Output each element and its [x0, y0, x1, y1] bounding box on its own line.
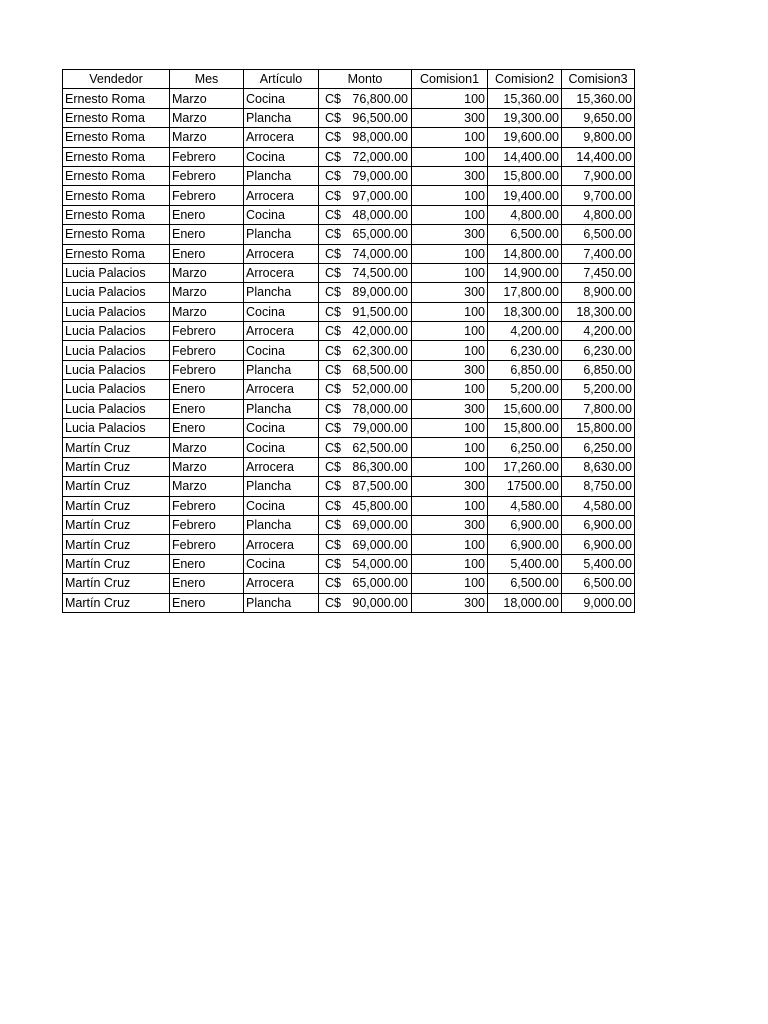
table-row — [63, 322, 635, 341]
cell-comision1: 100 — [412, 302, 488, 321]
cell-comision3: 6,850.00 — [562, 360, 635, 379]
cell-comision3: 9,650.00 — [562, 108, 635, 127]
cell-comision3: 4,800.00 — [562, 205, 635, 224]
cell-comision1: 100 — [412, 419, 488, 438]
amount-value: 54,000.00 — [352, 556, 408, 571]
currency-symbol: C$ — [325, 169, 341, 184]
cell-comision1: 100 — [412, 244, 488, 263]
cell-monto — [319, 496, 412, 515]
cell-mes: Febrero — [170, 186, 244, 205]
cell-monto — [319, 263, 412, 282]
cell-articulo: Arrocera — [244, 457, 319, 476]
cell-comision1: 100 — [412, 89, 488, 108]
cell-comision2: 17500.00 — [488, 477, 562, 496]
cell-articulo: Plancha — [244, 108, 319, 127]
table-row — [63, 574, 635, 593]
cell-monto — [319, 244, 412, 263]
cell-articulo: Plancha — [244, 515, 319, 534]
cell-comision3: 6,900.00 — [562, 515, 635, 534]
cell-comision2: 6,250.00 — [488, 438, 562, 457]
cell-mes: Febrero — [170, 166, 244, 185]
cell-comision1: 300 — [412, 477, 488, 496]
cell-comision1: 100 — [412, 186, 488, 205]
cell-comision3: 4,580.00 — [562, 496, 635, 515]
cell-comision2: 6,900.00 — [488, 515, 562, 534]
cell-comision1: 300 — [412, 225, 488, 244]
cell-monto — [319, 89, 412, 108]
cell-comision2: 18,000.00 — [488, 593, 562, 612]
cell-vendedor: Lucia Palacios — [63, 419, 170, 438]
cell-monto — [319, 438, 412, 457]
cell-comision3: 8,900.00 — [562, 283, 635, 302]
cell-vendedor: Ernesto Roma — [63, 186, 170, 205]
cell-comision3: 14,400.00 — [562, 147, 635, 166]
cell-monto — [319, 457, 412, 476]
cell-comision1: 100 — [412, 535, 488, 554]
amount-value: 76,800.00 — [352, 91, 408, 106]
cell-mes: Enero — [170, 380, 244, 399]
currency-symbol: C$ — [325, 266, 341, 281]
cell-comision1: 300 — [412, 166, 488, 185]
currency-symbol: C$ — [325, 460, 341, 474]
amount-value: 86,300.00 — [352, 460, 408, 474]
header-vendedor: Vendedor — [63, 70, 170, 89]
cell-comision3: 9,800.00 — [562, 128, 635, 147]
currency-symbol: C$ — [325, 207, 341, 222]
cell-articulo: Cocina — [244, 554, 319, 573]
table-row — [63, 438, 635, 457]
table-row — [63, 515, 635, 534]
cell-monto — [319, 283, 412, 302]
cell-vendedor: Ernesto Roma — [63, 166, 170, 185]
cell-articulo: Arrocera — [244, 535, 319, 554]
cell-vendedor: Lucia Palacios — [63, 399, 170, 418]
currency-symbol: C$ — [325, 556, 341, 571]
currency-symbol: C$ — [325, 188, 341, 203]
spreadsheet — [62, 69, 635, 613]
cell-mes: Enero — [170, 205, 244, 224]
cell-comision2: 19,300.00 — [488, 108, 562, 127]
cell-mes: Febrero — [170, 360, 244, 379]
currency-symbol: C$ — [325, 91, 341, 106]
table-row — [63, 593, 635, 612]
amount-value: 68,500.00 — [352, 363, 408, 378]
cell-vendedor: Martín Cruz — [63, 438, 170, 457]
amount-value: 90,000.00 — [352, 595, 408, 610]
cell-mes: Febrero — [170, 341, 244, 360]
cell-monto — [319, 477, 412, 496]
table-row — [63, 166, 635, 185]
cell-monto — [319, 380, 412, 399]
amount-value: 97,000.00 — [352, 188, 408, 203]
cell-articulo: Plancha — [244, 593, 319, 612]
cell-articulo: Cocina — [244, 205, 319, 224]
cell-comision1: 100 — [412, 438, 488, 457]
table-row — [63, 302, 635, 321]
cell-comision2: 18,300.00 — [488, 302, 562, 321]
cell-monto — [319, 225, 412, 244]
table-row — [63, 535, 635, 554]
cell-comision1: 300 — [412, 283, 488, 302]
cell-articulo: Plancha — [244, 283, 319, 302]
cell-mes: Febrero — [170, 147, 244, 166]
cell-comision1: 100 — [412, 128, 488, 147]
amount-value: 79,000.00 — [352, 169, 408, 184]
cell-mes: Marzo — [170, 263, 244, 282]
cell-vendedor: Martín Cruz — [63, 457, 170, 476]
amount-value: 87,500.00 — [352, 479, 408, 494]
cell-mes: Enero — [170, 419, 244, 438]
cell-comision1: 100 — [412, 380, 488, 399]
cell-articulo: Arrocera — [244, 380, 319, 399]
cell-comision2: 19,600.00 — [488, 128, 562, 147]
cell-comision1: 300 — [412, 515, 488, 534]
table-row — [63, 283, 635, 302]
cell-comision2: 14,800.00 — [488, 244, 562, 263]
cell-comision2: 4,800.00 — [488, 205, 562, 224]
cell-vendedor: Martín Cruz — [63, 574, 170, 593]
cell-monto — [319, 341, 412, 360]
cell-comision3: 9,000.00 — [562, 593, 635, 612]
cell-comision3: 18,300.00 — [562, 302, 635, 321]
cell-articulo: Plancha — [244, 225, 319, 244]
table-row — [63, 205, 635, 224]
table-row — [63, 457, 635, 476]
cell-vendedor: Martín Cruz — [63, 554, 170, 573]
cell-comision2: 19,400.00 — [488, 186, 562, 205]
cell-comision2: 17,800.00 — [488, 283, 562, 302]
cell-comision1: 100 — [412, 263, 488, 282]
amount-value: 62,500.00 — [352, 440, 408, 455]
cell-vendedor: Martín Cruz — [63, 593, 170, 612]
cell-monto — [319, 574, 412, 593]
cell-mes: Marzo — [170, 283, 244, 302]
cell-monto — [319, 186, 412, 205]
cell-comision2: 6,850.00 — [488, 360, 562, 379]
cell-comision3: 8,630.00 — [562, 457, 635, 476]
table-row — [63, 186, 635, 205]
cell-articulo: Arrocera — [244, 128, 319, 147]
table-row — [63, 128, 635, 147]
amount-value: 79,000.00 — [352, 421, 408, 436]
table-row — [63, 341, 635, 360]
cell-mes: Enero — [170, 574, 244, 593]
cell-vendedor: Martín Cruz — [63, 496, 170, 515]
cell-mes: Marzo — [170, 438, 244, 457]
currency-symbol: C$ — [325, 401, 341, 416]
cell-monto — [319, 128, 412, 147]
header-comision3: Comision3 — [562, 70, 635, 89]
amount-value: 69,000.00 — [352, 518, 408, 533]
cell-mes: Enero — [170, 225, 244, 244]
cell-comision3: 8,750.00 — [562, 477, 635, 496]
header-mes: Mes — [170, 70, 244, 89]
cell-articulo: Cocina — [244, 419, 319, 438]
cell-comision3: 15,800.00 — [562, 419, 635, 438]
cell-comision3: 6,900.00 — [562, 535, 635, 554]
cell-mes: Enero — [170, 554, 244, 573]
cell-comision2: 5,200.00 — [488, 380, 562, 399]
currency-symbol: C$ — [325, 576, 341, 591]
cell-articulo: Arrocera — [244, 244, 319, 263]
cell-articulo: Plancha — [244, 477, 319, 496]
cell-monto — [319, 419, 412, 438]
amount-value: 69,000.00 — [352, 537, 408, 552]
header-comision1: Comision1 — [412, 70, 488, 89]
currency-symbol: C$ — [325, 382, 341, 397]
table-row — [63, 89, 635, 108]
currency-symbol: C$ — [325, 595, 341, 610]
table-row — [63, 225, 635, 244]
table-row — [63, 244, 635, 263]
cell-monto — [319, 399, 412, 418]
amount-value: 72,000.00 — [352, 149, 408, 164]
cell-monto — [319, 108, 412, 127]
cell-vendedor: Ernesto Roma — [63, 108, 170, 127]
cell-vendedor: Lucia Palacios — [63, 322, 170, 341]
amount-value: 48,000.00 — [352, 207, 408, 222]
cell-comision3: 6,500.00 — [562, 574, 635, 593]
currency-symbol: C$ — [325, 246, 341, 261]
table-row — [63, 554, 635, 573]
table-row — [63, 399, 635, 418]
cell-comision2: 6,230.00 — [488, 341, 562, 360]
cell-articulo: Cocina — [244, 147, 319, 166]
cell-comision1: 100 — [412, 322, 488, 341]
cell-articulo: Plancha — [244, 166, 319, 185]
cell-comision3: 15,360.00 — [562, 89, 635, 108]
cell-monto — [319, 147, 412, 166]
cell-mes: Marzo — [170, 302, 244, 321]
cell-vendedor: Martín Cruz — [63, 477, 170, 496]
cell-monto — [319, 360, 412, 379]
currency-symbol: C$ — [325, 324, 341, 339]
cell-vendedor: Ernesto Roma — [63, 225, 170, 244]
amount-value: 98,000.00 — [352, 130, 408, 145]
cell-comision1: 100 — [412, 205, 488, 224]
currency-symbol: C$ — [325, 518, 341, 533]
cell-articulo: Arrocera — [244, 574, 319, 593]
cell-articulo: Arrocera — [244, 263, 319, 282]
amount-value: 78,000.00 — [352, 401, 408, 416]
cell-comision2: 6,500.00 — [488, 574, 562, 593]
currency-symbol: C$ — [325, 304, 341, 319]
cell-comision2: 14,900.00 — [488, 263, 562, 282]
cell-comision1: 100 — [412, 457, 488, 476]
cell-comision1: 100 — [412, 341, 488, 360]
amount-value: 42,000.00 — [352, 324, 408, 339]
amount-value: 65,000.00 — [352, 227, 408, 242]
cell-comision1: 100 — [412, 496, 488, 515]
cell-comision3: 6,500.00 — [562, 225, 635, 244]
amount-value: 45,800.00 — [352, 498, 408, 513]
cell-comision2: 6,900.00 — [488, 535, 562, 554]
cell-mes: Marzo — [170, 457, 244, 476]
table-row — [63, 496, 635, 515]
cell-vendedor: Ernesto Roma — [63, 128, 170, 147]
header-articulo: Artículo — [244, 70, 319, 89]
amount-value: 62,300.00 — [352, 343, 408, 358]
cell-mes: Enero — [170, 593, 244, 612]
header-monto: Monto — [319, 70, 412, 89]
cell-comision2: 17,260.00 — [488, 457, 562, 476]
cell-comision3: 7,450.00 — [562, 263, 635, 282]
cell-comision2: 15,800.00 — [488, 166, 562, 185]
cell-mes: Marzo — [170, 89, 244, 108]
cell-comision2: 15,600.00 — [488, 399, 562, 418]
cell-mes: Marzo — [170, 128, 244, 147]
cell-vendedor: Martín Cruz — [63, 535, 170, 554]
cell-comision2: 15,360.00 — [488, 89, 562, 108]
cell-articulo: Cocina — [244, 438, 319, 457]
header-row — [63, 70, 635, 89]
cell-comision1: 100 — [412, 147, 488, 166]
table-row — [63, 263, 635, 282]
cell-comision3: 7,900.00 — [562, 166, 635, 185]
cell-vendedor: Ernesto Roma — [63, 147, 170, 166]
cell-comision3: 9,700.00 — [562, 186, 635, 205]
table-row — [63, 147, 635, 166]
cell-articulo: Plancha — [244, 399, 319, 418]
amount-value: 91,500.00 — [352, 304, 408, 319]
currency-symbol: C$ — [325, 110, 341, 125]
cell-comision3: 7,400.00 — [562, 244, 635, 263]
cell-articulo: Cocina — [244, 341, 319, 360]
cell-mes: Febrero — [170, 535, 244, 554]
amount-value: 89,000.00 — [352, 285, 408, 300]
table-row — [63, 108, 635, 127]
cell-articulo: Cocina — [244, 496, 319, 515]
cell-mes: Febrero — [170, 515, 244, 534]
cell-mes: Marzo — [170, 108, 244, 127]
table-row — [63, 360, 635, 379]
cell-comision1: 100 — [412, 574, 488, 593]
cell-articulo: Cocina — [244, 302, 319, 321]
amount-value: 74,000.00 — [352, 246, 408, 261]
cell-monto — [319, 205, 412, 224]
cell-comision3: 6,230.00 — [562, 341, 635, 360]
cell-comision1: 300 — [412, 360, 488, 379]
sales-commission-table — [62, 69, 635, 613]
cell-vendedor: Ernesto Roma — [63, 205, 170, 224]
currency-symbol: C$ — [325, 285, 341, 300]
cell-articulo: Arrocera — [244, 186, 319, 205]
cell-articulo: Cocina — [244, 89, 319, 108]
cell-vendedor: Lucia Palacios — [63, 283, 170, 302]
cell-vendedor: Martín Cruz — [63, 515, 170, 534]
cell-comision3: 4,200.00 — [562, 322, 635, 341]
cell-vendedor: Lucia Palacios — [63, 302, 170, 321]
cell-articulo: Plancha — [244, 360, 319, 379]
cell-mes: Marzo — [170, 477, 244, 496]
currency-symbol: C$ — [325, 227, 341, 242]
currency-symbol: C$ — [325, 440, 341, 455]
table-row — [63, 419, 635, 438]
cell-vendedor: Lucia Palacios — [63, 263, 170, 282]
cell-comision3: 5,400.00 — [562, 554, 635, 573]
table-row — [63, 380, 635, 399]
cell-comision1: 300 — [412, 593, 488, 612]
header-comision2: Comision2 — [488, 70, 562, 89]
cell-mes: Febrero — [170, 496, 244, 515]
currency-symbol: C$ — [325, 130, 341, 145]
cell-comision1: 300 — [412, 399, 488, 418]
cell-comision2: 5,400.00 — [488, 554, 562, 573]
cell-comision2: 4,200.00 — [488, 322, 562, 341]
currency-symbol: C$ — [325, 343, 341, 358]
cell-comision3: 5,200.00 — [562, 380, 635, 399]
cell-mes: Enero — [170, 244, 244, 263]
cell-comision3: 6,250.00 — [562, 438, 635, 457]
cell-vendedor: Ernesto Roma — [63, 244, 170, 263]
cell-monto — [319, 322, 412, 341]
cell-mes: Enero — [170, 399, 244, 418]
table-body — [63, 89, 635, 613]
currency-symbol: C$ — [325, 421, 341, 436]
cell-monto — [319, 302, 412, 321]
cell-comision2: 15,800.00 — [488, 419, 562, 438]
cell-monto — [319, 554, 412, 573]
cell-comision2: 6,500.00 — [488, 225, 562, 244]
cell-vendedor: Lucia Palacios — [63, 380, 170, 399]
currency-symbol: C$ — [325, 498, 341, 513]
cell-comision2: 14,400.00 — [488, 147, 562, 166]
cell-comision2: 4,580.00 — [488, 496, 562, 515]
cell-comision3: 7,800.00 — [562, 399, 635, 418]
cell-comision1: 300 — [412, 108, 488, 127]
currency-symbol: C$ — [325, 149, 341, 164]
amount-value: 96,500.00 — [352, 110, 408, 125]
cell-vendedor: Ernesto Roma — [63, 89, 170, 108]
cell-comision1: 100 — [412, 554, 488, 573]
currency-symbol: C$ — [325, 479, 341, 494]
amount-value: 74,500.00 — [352, 266, 408, 281]
cell-vendedor: Lucia Palacios — [63, 341, 170, 360]
currency-symbol: C$ — [325, 363, 341, 378]
table-row — [63, 477, 635, 496]
cell-vendedor: Lucia Palacios — [63, 360, 170, 379]
cell-monto — [319, 593, 412, 612]
cell-monto — [319, 166, 412, 185]
cell-monto — [319, 515, 412, 534]
cell-monto — [319, 535, 412, 554]
amount-value: 52,000.00 — [352, 382, 408, 397]
currency-symbol: C$ — [325, 537, 341, 552]
amount-value: 65,000.00 — [352, 576, 408, 591]
cell-mes: Febrero — [170, 322, 244, 341]
cell-articulo: Arrocera — [244, 322, 319, 341]
